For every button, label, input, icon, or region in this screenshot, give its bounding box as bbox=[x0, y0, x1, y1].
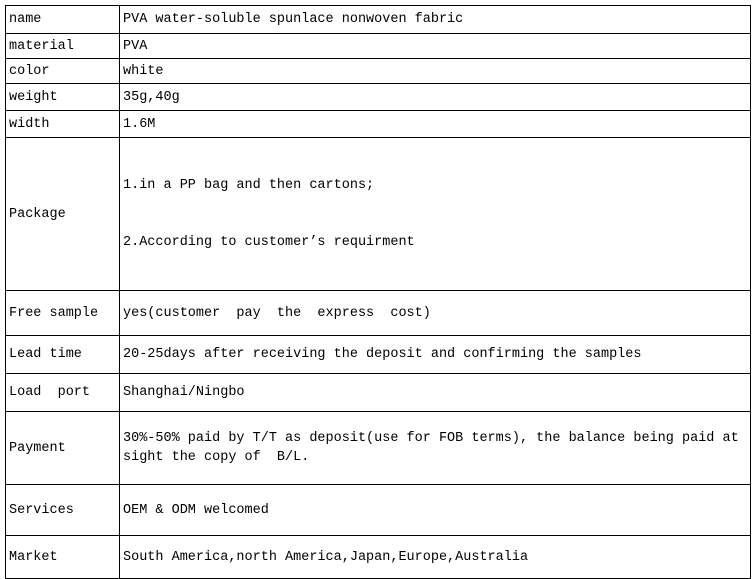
row-value: 35g,40g bbox=[120, 84, 751, 111]
table-row bbox=[6, 336, 751, 374]
row-label: weight bbox=[6, 84, 120, 111]
row-value: white bbox=[120, 59, 751, 84]
row-value: PVA water-soluble spunlace nonwoven fabric bbox=[120, 6, 751, 34]
row-label: name bbox=[6, 6, 120, 34]
row-value: yes(customer pay the express cost) bbox=[120, 291, 751, 336]
table-row bbox=[6, 138, 751, 291]
row-label: Load port bbox=[6, 374, 120, 412]
table-row bbox=[6, 485, 751, 536]
row-label: Free sample bbox=[6, 291, 120, 336]
product-spec-table bbox=[5, 5, 751, 579]
table-row bbox=[6, 111, 751, 138]
table-row bbox=[6, 34, 751, 59]
row-value: OEM & ODM welcomed bbox=[120, 485, 751, 536]
row-label: color bbox=[6, 59, 120, 84]
row-label: Package bbox=[6, 138, 120, 291]
row-value: Shanghai/Ningbo bbox=[120, 374, 751, 412]
package-line-2: 2.According to customer’s requirment bbox=[123, 235, 415, 250]
row-label: Payment bbox=[6, 412, 120, 485]
row-value: 20-25days after receiving the deposit and confirming the samples bbox=[120, 336, 751, 374]
row-value: 1.6M bbox=[120, 111, 751, 138]
table-row bbox=[6, 374, 751, 412]
table-row bbox=[6, 291, 751, 336]
table-row bbox=[6, 84, 751, 111]
row-label: Services bbox=[6, 485, 120, 536]
row-value: South America,north America,Japan,Europe,Australia bbox=[120, 536, 751, 579]
row-label: Market bbox=[6, 536, 120, 579]
table-row bbox=[6, 59, 751, 84]
row-value bbox=[120, 138, 751, 291]
package-line-1: 1.in a PP bag and then cartons; bbox=[123, 178, 375, 193]
row-value: 30%-50% paid by T/T as deposit(use for FOB terms), the balance being paid at sight the copy of B/L. bbox=[120, 412, 751, 485]
row-label: material bbox=[6, 34, 120, 59]
table-row bbox=[6, 536, 751, 579]
row-value: PVA bbox=[120, 34, 751, 59]
table-row bbox=[6, 412, 751, 485]
row-label: width bbox=[6, 111, 120, 138]
row-label: Lead time bbox=[6, 336, 120, 374]
table-row bbox=[6, 6, 751, 34]
